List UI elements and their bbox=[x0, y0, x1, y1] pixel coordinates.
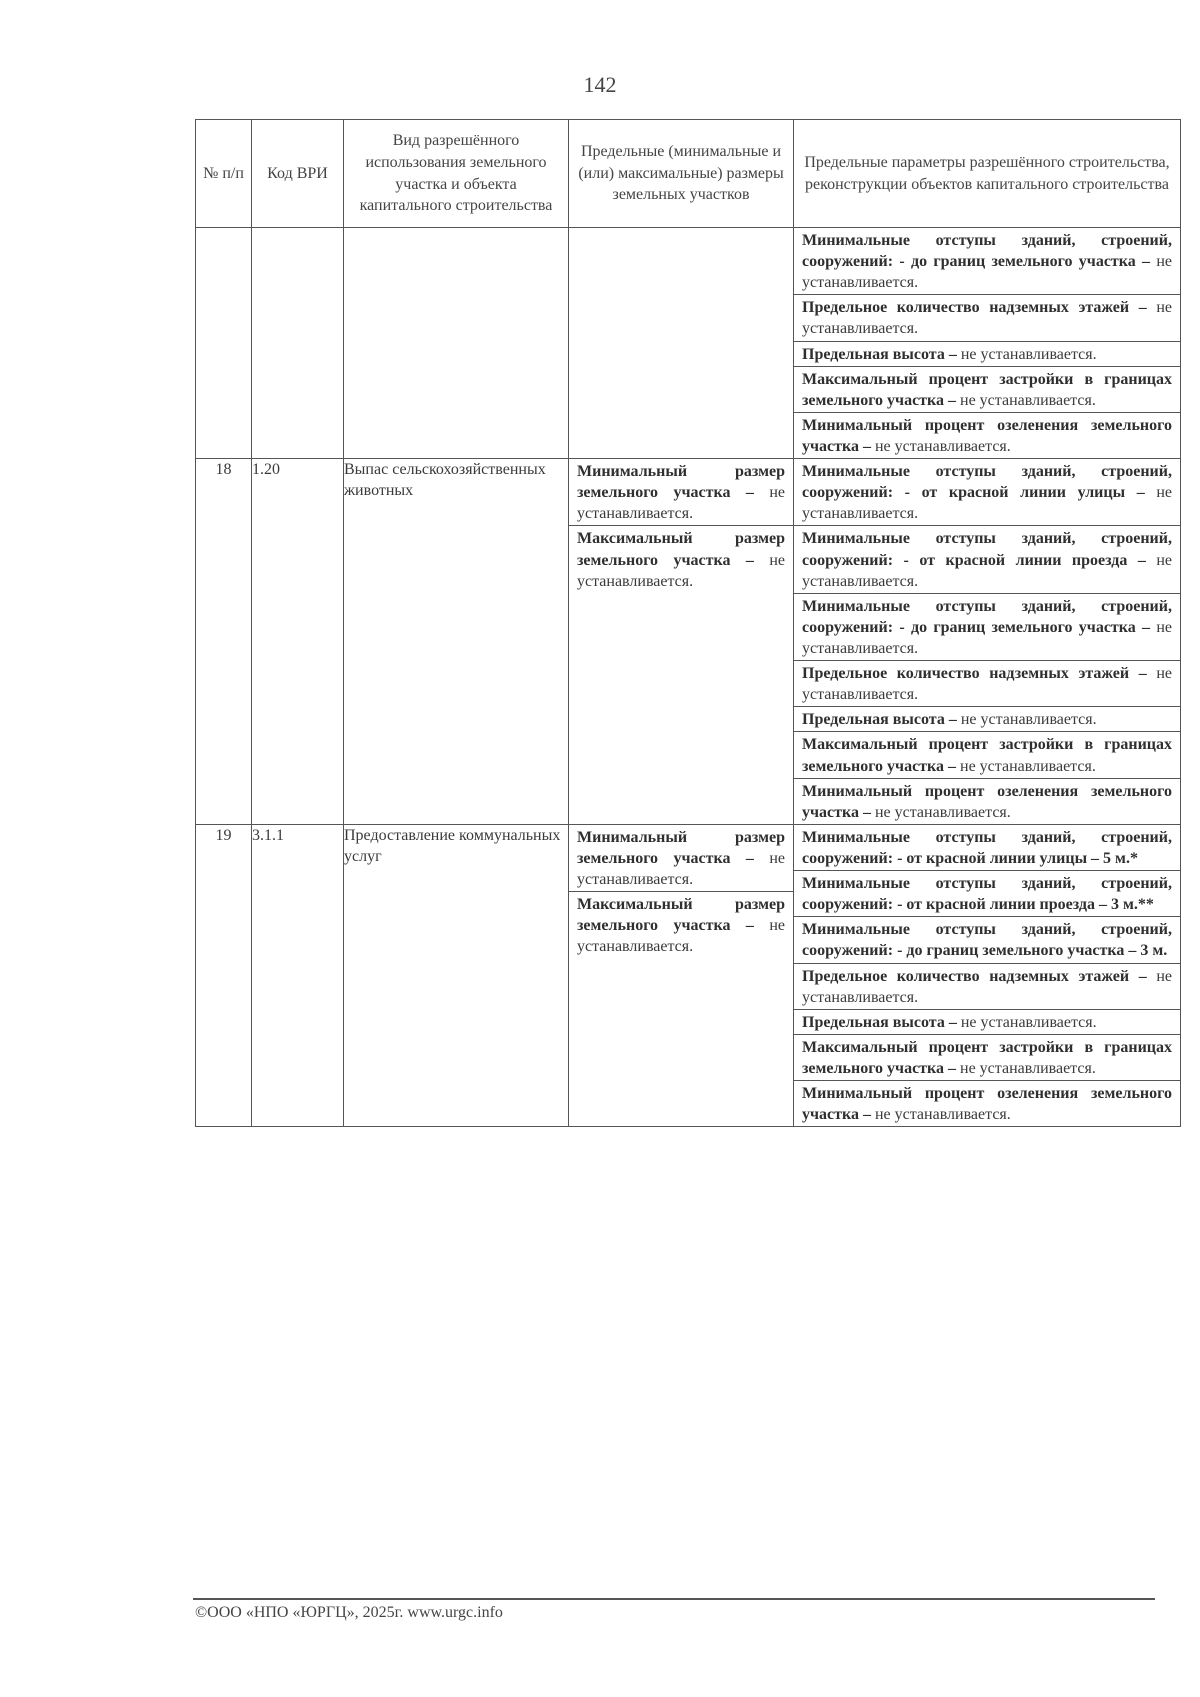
cell-type-empty bbox=[344, 228, 569, 459]
param-block bbox=[794, 917, 1180, 963]
table-row-continuation bbox=[196, 228, 1181, 459]
param-title: Предельное количество надземных этажей – bbox=[802, 967, 1147, 985]
param-value: не устанавливается. bbox=[874, 1106, 1011, 1124]
param-block bbox=[794, 342, 1180, 367]
param-value: не устанавливается. bbox=[802, 253, 1173, 292]
param-title: Предельная высота – bbox=[802, 345, 957, 363]
param-value: не устанавливается. bbox=[960, 1013, 1097, 1031]
param-block bbox=[794, 964, 1180, 1010]
cell-size-empty bbox=[569, 228, 794, 459]
zoning-table bbox=[195, 119, 1181, 1127]
param-block bbox=[794, 295, 1180, 341]
cell-params bbox=[794, 459, 1181, 825]
cell-num: 19 bbox=[196, 824, 252, 1126]
param-value: не устанавливается. bbox=[802, 551, 1173, 590]
param-value: не устанавливается. bbox=[802, 618, 1173, 657]
param-line: - до границ земельного участка – bbox=[899, 253, 1151, 271]
param-block bbox=[794, 228, 1180, 295]
param-block bbox=[794, 1010, 1180, 1035]
param-value: не устанавливается. bbox=[960, 345, 1097, 363]
param-value: не устанавливается. bbox=[874, 803, 1011, 821]
header-type: Вид разрешённого использования земельного участка и объекта капитального строительства bbox=[344, 120, 569, 228]
cell-params bbox=[794, 824, 1181, 1126]
param-title: Максимальный процент застройки в границах земельного участка – bbox=[802, 1038, 1172, 1077]
param-value: не устанавливается. bbox=[960, 1059, 1096, 1077]
cell-code-empty bbox=[252, 228, 344, 459]
footer-divider bbox=[193, 1598, 1155, 1600]
cell-num: 18 bbox=[196, 459, 252, 825]
param-title: Предельное количество надземных этажей – bbox=[802, 299, 1147, 317]
param-value: не устанавливается. bbox=[577, 917, 785, 956]
table-body bbox=[196, 228, 1181, 1127]
cell-type: Предоставление коммунальных услуг bbox=[344, 824, 569, 1126]
header-code: Код ВРИ bbox=[252, 120, 344, 228]
table-row bbox=[196, 824, 1181, 1126]
param-title: Минимальные отступы зданий, строений, сооружений: bbox=[802, 597, 1172, 636]
param-block bbox=[794, 732, 1180, 778]
footer-copyright: ©ООО «НПО «ЮРГЦ», 2025г. www.urgc.info bbox=[195, 1604, 503, 1621]
param-title: Минимальный размер земельного участка – bbox=[577, 463, 785, 502]
param-title: Минимальный размер земельного участка – bbox=[577, 828, 785, 867]
size-block bbox=[569, 892, 793, 958]
param-value: не устанавливается. bbox=[802, 299, 1173, 338]
param-title: Максимальный размер земельного участка – bbox=[577, 896, 785, 935]
param-block bbox=[794, 871, 1180, 917]
param-value: не устанавливается. bbox=[577, 849, 785, 889]
cell-params bbox=[794, 228, 1181, 459]
param-title: Минимальный процент озеленения земельного участка – bbox=[802, 1085, 1172, 1124]
param-block bbox=[794, 1081, 1180, 1126]
param-line: - от красной линии улицы – bbox=[904, 484, 1145, 502]
param-value: не устанавливается. bbox=[802, 967, 1173, 1006]
cell-size bbox=[569, 459, 794, 825]
param-block bbox=[794, 661, 1180, 707]
param-line: - от красной линии проезда – bbox=[903, 551, 1146, 569]
param-block bbox=[794, 459, 1180, 526]
param-title: Минимальные отступы зданий, строений, сооружений: bbox=[802, 232, 1172, 271]
param-block bbox=[794, 526, 1180, 593]
param-value: не устанавливается. bbox=[960, 391, 1096, 409]
param-title: Предельная высота – bbox=[802, 711, 957, 729]
cell-type: Выпас сельскохозяйственных животных bbox=[344, 459, 569, 825]
param-title: Предельная высота – bbox=[802, 1013, 957, 1031]
param-value: не устанавливается. bbox=[874, 437, 1011, 455]
param-title: Минимальный процент озеленения земельного участка – bbox=[802, 782, 1172, 821]
cell-num-empty bbox=[196, 228, 252, 459]
header-params: Предельные параметры разрешённого строительства, реконструкции объектов капитального строительства bbox=[794, 120, 1181, 228]
table-header-row bbox=[196, 120, 1181, 228]
header-num: № п/п bbox=[196, 120, 252, 228]
param-title: Минимальный процент озеленения земельного участка – bbox=[802, 416, 1172, 455]
param-value: не устанавливается. bbox=[802, 484, 1172, 523]
param-title: Минимальные отступы зданий, строений, сооружений: bbox=[802, 530, 1172, 569]
param-title: Минимальные отступы зданий, строений, сооружений: bbox=[802, 463, 1172, 502]
param-title: Минимальные отступы зданий, строений, сооружений: bbox=[802, 828, 1172, 867]
param-value: не устанавливается. bbox=[802, 665, 1173, 704]
param-block bbox=[794, 1035, 1180, 1081]
page-number: 142 bbox=[583, 72, 617, 97]
param-value: не устанавливается. bbox=[960, 711, 1097, 729]
cell-size bbox=[569, 824, 794, 1126]
param-block bbox=[794, 707, 1180, 732]
param-line: - до границ земельного участка – 3 м. bbox=[897, 942, 1168, 960]
param-title: Минимальные отступы зданий, строений, сооружений: bbox=[802, 921, 1172, 960]
header-size: Предельные (минимальные и (или) максимальные) размеры земельных участков bbox=[569, 120, 794, 228]
size-block bbox=[569, 825, 793, 892]
param-title: Максимальный процент застройки в границах земельного участка – bbox=[802, 370, 1172, 409]
param-block bbox=[794, 413, 1180, 458]
size-block bbox=[569, 459, 793, 526]
param-title: Минимальные отступы зданий, строений, сооружений: bbox=[802, 875, 1172, 914]
param-block bbox=[794, 779, 1180, 824]
param-value: не устанавливается. bbox=[577, 484, 785, 523]
param-title: Максимальный процент застройки в границах земельного участка – bbox=[802, 736, 1172, 775]
param-block bbox=[794, 825, 1180, 871]
table-row bbox=[196, 459, 1181, 825]
param-line: - до границ земельного участка – bbox=[899, 618, 1151, 636]
param-line: - от красной линии проезда – 3 м.** bbox=[897, 896, 1154, 914]
param-title: Максимальный размер земельного участка – bbox=[577, 530, 785, 569]
param-block bbox=[794, 594, 1180, 661]
param-value: не устанавливается. bbox=[577, 551, 785, 590]
param-title: Предельное количество надземных этажей – bbox=[802, 665, 1147, 683]
size-block bbox=[569, 526, 793, 592]
param-line: - от красной линии улицы – 5 м.* bbox=[897, 849, 1138, 867]
param-value: не устанавливается. bbox=[960, 757, 1096, 775]
cell-code: 1.20 bbox=[252, 459, 344, 825]
cell-code: 3.1.1 bbox=[252, 824, 344, 1126]
param-block bbox=[794, 367, 1180, 413]
